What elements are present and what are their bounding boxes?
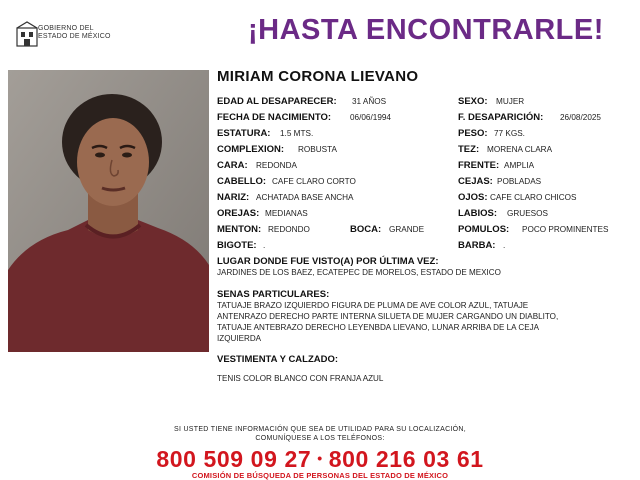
field-label-face: CARA: [217, 160, 248, 171]
field-label-age: EDAD AL DESAPARECER: [217, 96, 337, 107]
field-label-eyes: OJOS: [458, 192, 488, 203]
field-value-cheekbones: POCO PROMINENTES [522, 225, 609, 234]
clothing-text: TENIS COLOR BLANCO CON FRANJA AZUL [217, 374, 384, 383]
field-label-height: ESTATURA: [217, 128, 271, 139]
field-label-cheekbones: POMULOS: [458, 224, 510, 235]
field-value-eyes: CAFE CLARO CHICOS [490, 193, 577, 202]
field-label-weight: PESO: [458, 128, 488, 139]
marks-line: TATUAJE BRAZO IZQUIERDO FIGURA DE PLUMA DE AVE COLOR AZUL, TATUAJE [217, 301, 529, 310]
field-value-ears: MEDIANAS [265, 209, 308, 218]
field-value-lips: GRUESOS [507, 209, 548, 218]
phone-2[interactable]: 800 216 03 61 [328, 446, 484, 472]
field-value-hair: CAFE CLARO CORTO [272, 177, 356, 186]
field-label-lips: LABIOS: [458, 208, 498, 219]
field-label-sex: SEXO: [458, 96, 488, 107]
field-value-mustache: . [263, 241, 266, 250]
field-label-chin: MENTON: [217, 224, 262, 235]
field-value-beard: . [503, 241, 506, 250]
state-seal-icon [14, 20, 40, 50]
phone-1[interactable]: 800 509 09 27 [156, 446, 312, 472]
field-label-hair: CABELLO: [217, 176, 267, 187]
field-label-birthdate: FECHA DE NACIMIENTO: [217, 112, 331, 123]
phone-numbers [0, 446, 640, 473]
last-seen-text: JARDINES DE LOS BAEZ, ECATEPEC DE MORELOS, ESTADO DE MEXICO [217, 268, 501, 277]
field-label-ears: OREJAS: [217, 208, 260, 219]
commission-name: COMISIÓN DE BÚSQUEDA DE PERSONAS DEL ESTADO DE MÉXICO [191, 471, 449, 480]
distinctive-marks-text [217, 300, 637, 344]
info-line-2: COMUNÍQUESE A LOS TELÉFONOS: [255, 435, 385, 442]
headline: ¡HASTA ENCONTRARLE! [248, 14, 604, 46]
field-label-disappearance-date: F. DESAPARICIÓN: [458, 112, 544, 123]
field-value-disappearance-date: 26/08/2025 [560, 113, 601, 122]
field-value-height: 1.5 MTS. [280, 129, 314, 138]
field-value-build: ROBUSTA [298, 145, 337, 154]
info-line-1: SI USTED TIENE INFORMACIÓN QUE SEA DE UTILIDAD PARA SU LOCALIZACIÓN, [173, 426, 467, 433]
field-label-mustache: BIGOTE: [217, 240, 257, 251]
field-value-mouth: GRANDE [389, 225, 425, 234]
field-label-complexion: TEZ: [458, 144, 480, 155]
field-value-complexion: MORENA CLARA [487, 145, 553, 154]
field-value-forehead: AMPLIA [504, 161, 535, 170]
field-value-sex: MUJER [496, 97, 525, 106]
phone-separator: • [317, 450, 323, 466]
field-label-forehead: FRENTE: [458, 160, 500, 171]
field-value-nose: ACHATADA BASE ANCHA [256, 193, 354, 202]
distinctive-marks-title: SENAS PARTICULARES: [217, 289, 330, 300]
marks-line: TATUAJE ANTEBRAZO DERECHO LEYENBDA LIEVANO, LUNAR ARRIBA DE LA CEJA [217, 323, 540, 332]
field-label-beard: BARBA: [458, 240, 496, 251]
person-name: MIRIAM CORONA LIEVANO [217, 68, 419, 85]
field-value-birthdate: 06/06/1994 [350, 113, 391, 122]
marks-line: IZQUIERDA [217, 334, 262, 343]
gov-line-2: ESTADO DE MÉXICO [38, 33, 111, 40]
person-photo [8, 70, 209, 352]
field-label-eyebrows: CEJAS: [458, 176, 493, 187]
field-value-age: 31 AÑOS [352, 97, 387, 106]
field-value-face: REDONDA [256, 161, 297, 170]
field-value-weight: 77 KGS. [494, 129, 525, 138]
marks-line: ANTENRAZO DERECHO PARTE INTERNA SILUETA DE MUJER CARGANDO UN DIABLITO, [217, 312, 559, 321]
last-seen-title: LUGAR DONDE FUE VISTO(A) POR ÚLTIMA VEZ: [217, 256, 439, 267]
gov-line-1: GOBIERNO DEL [38, 25, 94, 32]
field-label-mouth: BOCA: [350, 224, 382, 235]
field-value-chin: REDONDO [268, 225, 310, 234]
clothing-title: VESTIMENTA Y CALZADO: [217, 354, 339, 365]
field-label-nose: NARIZ: [217, 192, 250, 203]
government-name [38, 25, 111, 41]
field-label-build: COMPLEXION: [217, 144, 285, 155]
field-value-eyebrows: POBLADAS [497, 177, 542, 186]
